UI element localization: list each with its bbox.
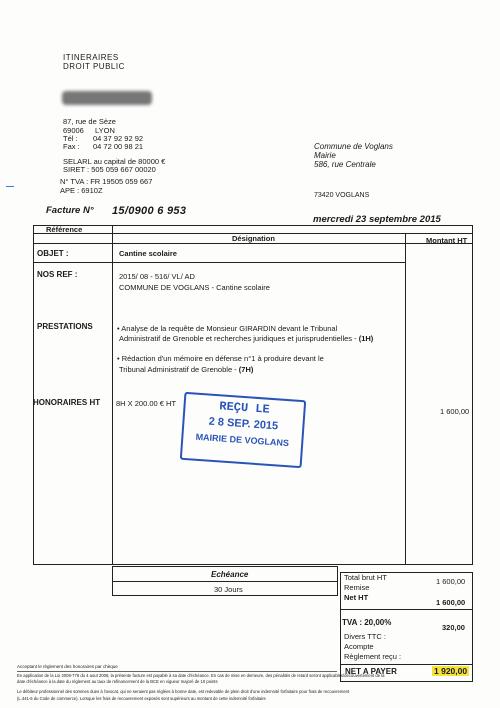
net-payer-label: NET A PAYER: [345, 667, 397, 676]
totals-divider: [340, 609, 473, 610]
prestations-label: PRESTATIONS: [37, 322, 93, 331]
firm-tva: N° TVA : FR 19505 059 667: [60, 177, 153, 186]
legal-line4: (L.441-6 du Code de commerce). Lorsque les frais de recouvrement exposés sont supérieurs au montant de cette indemnité forfaitaire: [17, 696, 266, 701]
firm-address: 87, rue de Sèze: [63, 117, 116, 126]
column-divider-montant: [405, 233, 406, 565]
total-brut-label: Total brut HT: [344, 573, 387, 582]
invoice-number: 15/0900 6 953: [112, 205, 187, 217]
honoraires-label: HONORAIRES HT: [33, 398, 101, 407]
firm-siret: SIRET : 505 059 667 00020: [63, 165, 156, 174]
nosref-line1: 2015/ 08 - 516/ VL/ AD: [119, 272, 195, 281]
firm-selarl: SELARL au capital de 80000 €: [63, 157, 166, 166]
firm-fax: 04 72 00 98 21: [93, 142, 144, 151]
invoice-label: Facture N°: [46, 205, 94, 216]
client-city: 73420 VOGLANS: [314, 192, 370, 199]
col-montant: Montant HT: [426, 236, 468, 245]
firm-name-line2: DROIT PUBLIC: [63, 62, 125, 71]
net-ht-label: Net HT: [344, 593, 369, 602]
divers-label: Divers TTC :: [344, 632, 386, 641]
margin-mark: [6, 186, 14, 187]
legal-line3: Le débiteur professionnel des sommes dues à l'avocat, qui ne seraient pas réglées à bonne date, est redevable de plein droit d'une indemnité forfaitaire pour frais de recouvrement: [17, 689, 350, 694]
net-payer-divider: [340, 664, 473, 665]
presta2-line1: • Rédaction d'un mémoire en défense n°1 à produire devant le: [117, 354, 324, 363]
col-reference: Référence: [46, 225, 83, 234]
echeance-value: 30 Jours: [214, 585, 243, 594]
firm-tel: 04 37 92 92 92: [93, 134, 144, 143]
received-stamp: [180, 392, 306, 468]
objet-value: Cantine scolaire: [119, 249, 177, 258]
firm-city: LYON: [95, 126, 115, 135]
reglement-label: Règlement reçu :: [344, 652, 402, 661]
client-line2: Mairie: [314, 151, 336, 160]
column-divider-reference: [112, 225, 113, 565]
nosref-label: NOS REF :: [37, 270, 78, 279]
tva-label: TVA : 20,00%: [342, 618, 392, 627]
objet-label: OBJET :: [37, 249, 69, 258]
firm-name-line1: ITINERAIRES: [63, 53, 119, 62]
col-designation: Désignation: [232, 234, 275, 243]
legal-line1: En application de la Loi 2008-776 du 4 aout 2008, la présente facture est payable à sa date d'échéance. En cas de mise en demeure, des pénalités de retard seront applicables/découvertement de la: [17, 673, 385, 678]
presta1-line2: Administratif de Grenoble et recherches juridiques et jurisprudentielles - (1H): [119, 334, 374, 343]
redacted-logo: [62, 91, 152, 105]
honoraires-amount: 1 600,00: [440, 407, 470, 416]
firm-postcode: 69006: [63, 126, 84, 135]
invoice-date: mercredi 23 septembre 2015: [313, 214, 441, 225]
stamp-line2: 2 8 SEP. 2015: [208, 415, 279, 433]
stamp-line3: MAIRIE DE VOGLANS: [195, 431, 290, 449]
tva-value: 320,00: [442, 623, 465, 632]
echeance-label: Echéance: [211, 570, 249, 579]
total-brut-value: 1 600,00: [436, 577, 466, 586]
echeance-divider: [112, 581, 338, 582]
firm-fax-label: Fax :: [63, 142, 80, 151]
client-name: Commune de Voglans: [314, 142, 393, 151]
client-street: 586, rue Centrale: [314, 160, 376, 169]
objet-divider: [33, 262, 405, 263]
nosref-line2: COMMUNE DE VOGLANS - Cantine scolaire: [119, 283, 270, 292]
acompte-label: Acompte: [344, 642, 374, 651]
honoraires-value: 8H X 200.00 € HT: [116, 399, 177, 408]
presta1-line1: • Analyse de la requête de Monsieur GIRARDIN devant le Tribunal: [117, 324, 338, 333]
firm-tel-label: Tél :: [63, 134, 78, 143]
legal-line2: date d'échéance à la date du règlement au taux de refinancement de la BCE en vigueur majoré de 10 points: [17, 679, 218, 684]
firm-ape: APE : 6910Z: [60, 186, 103, 195]
net-ht-value: 1 600,00: [436, 598, 466, 607]
invoice-table: [33, 225, 473, 565]
payment-note: Acceptant le règlement des honoraires par chèque: [17, 664, 118, 669]
presta2-line2: Tribunal Administratif de Grenoble - (7H): [119, 365, 254, 374]
footer-rule: [17, 671, 337, 672]
stamp-line1: REÇU LE: [218, 399, 271, 417]
net-payer-value: 1 920,00: [434, 666, 468, 676]
remise-label: Remise: [344, 583, 370, 592]
